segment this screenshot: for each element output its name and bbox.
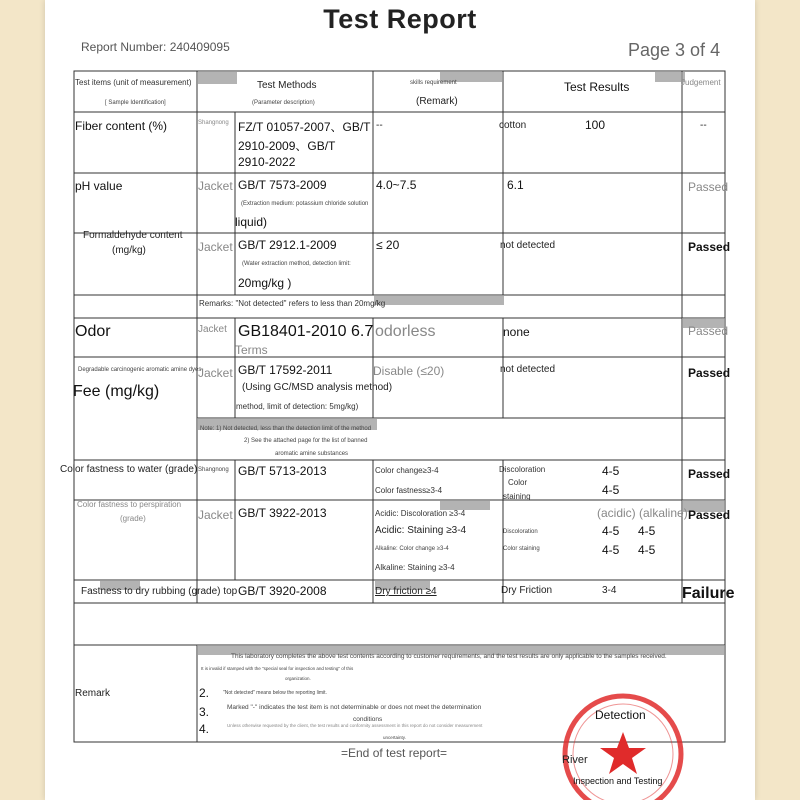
ph-result: 6.1: [507, 178, 524, 192]
fiber-item: Fiber content (%): [75, 119, 168, 133]
ph-item: pH value: [75, 179, 123, 193]
report-number: Report Number: 240409095: [81, 40, 230, 54]
perspiration-req-2: Acidic: Staining ≥3-4: [375, 525, 467, 536]
formaldehyde-remarks: Remarks: "Not detected" refers to less than 20mg/kg: [199, 299, 386, 308]
amine-note-3: aromatic amine substances: [275, 451, 349, 457]
remark-num-3: 3.: [199, 705, 210, 719]
fiber-method-3: 2910-2022: [238, 155, 296, 169]
ph-method-note2: liquid): [235, 215, 268, 229]
formaldehyde-method-note2: 20mg/kg ): [238, 276, 292, 290]
water-method: GB/T 5713-2013: [238, 464, 327, 478]
remark-label: Remark: [75, 688, 111, 699]
formaldehyde-result: not detected: [500, 240, 556, 251]
remark-line-3: Marked "-" indicates the test item is not determinable or does not meet the determination: [227, 704, 482, 711]
amine-method-note2: method, limit of detection: 5mg/kg): [236, 402, 359, 411]
water-result-label-3: staining: [503, 492, 531, 501]
amine-note-1: Note: 1) Not detected, less than the detection limit of the method: [200, 426, 372, 432]
rubbing-req: Dry friction ≥4: [375, 586, 437, 597]
ph-method: GB/T 7573-2009: [238, 178, 327, 192]
fiber-result-value: 100: [585, 118, 606, 132]
perspiration-req-3: Alkaline: Color change ≥3-4: [375, 546, 449, 552]
water-sample: Shangnong: [198, 467, 229, 473]
water-result-label-2: Color: [508, 478, 528, 487]
amine-note-2: 2) See the attached page for the list of banned: [244, 438, 368, 444]
header-remark: (Remark): [416, 96, 458, 107]
report-title: Test Report: [323, 4, 477, 34]
remark-line-4: Unless otherwise requested by the client, the test results and conformity assessment in this report do not consider measurement: [227, 723, 483, 728]
amine-sample: Jacket: [198, 366, 233, 380]
header-sample-id: [ Sample Identification]: [105, 100, 166, 106]
stamp-star-icon: [600, 732, 646, 774]
water-result-1: 4-5: [602, 464, 620, 478]
fiber-method-1: FZ/T 01057-2007、GB/T: [238, 120, 371, 134]
perspiration-result-header: (acidic) (alkaline): [597, 506, 688, 520]
perspiration-result-1a: 4-5: [602, 524, 620, 538]
rubbing-item: Fastness to dry rubbing (grade) top: [81, 586, 238, 597]
perspiration-item-2: (grade): [120, 514, 146, 523]
formaldehyde-req: ≤ 20: [376, 238, 400, 252]
rubbing-judgement: Failure: [682, 585, 735, 602]
formaldehyde-item-1: Formaldehyde content: [83, 230, 183, 241]
amine-method: GB/T 17592-2011: [238, 363, 333, 377]
header-judgement: Judgement: [681, 78, 721, 87]
water-req-2: Color fastness≥3-4: [375, 486, 443, 495]
header-test-methods: Test Methods: [257, 80, 317, 91]
perspiration-sample: Jacket: [198, 508, 233, 522]
fiber-req: --: [376, 120, 383, 131]
header-test-results: Test Results: [564, 80, 630, 94]
header-test-items: Test items (unit of measurement): [75, 78, 192, 87]
ph-judgement: Passed: [688, 180, 729, 194]
odor-sample: Jacket: [198, 324, 227, 335]
amine-item-2: Fee (mg/kg): [73, 383, 160, 400]
rubbing-method: GB/T 3920-2008: [238, 584, 327, 598]
perspiration-result-label-1: Discoloration: [503, 529, 538, 535]
amine-result: not detected: [500, 364, 556, 375]
stamp-top-text: Detection: [595, 708, 646, 722]
odor-result: none: [503, 325, 530, 339]
ph-method-note: (Extraction medium: potassium chloride solution: [241, 201, 369, 207]
amine-req: Disable (≤20): [373, 364, 445, 378]
fiber-sample: Shangnong: [198, 120, 229, 126]
formaldehyde-sample: Jacket: [198, 240, 233, 254]
remark-num-4: 4.: [199, 722, 210, 736]
stamp-left-text: River: [562, 754, 588, 766]
odor-method-2: Terms: [235, 343, 268, 357]
amine-method-note: (Using GC/MSD analysis method): [242, 382, 393, 393]
odor-req: odorless: [375, 323, 436, 340]
odor-item: Odor: [75, 323, 111, 340]
perspiration-result-label-2: Color staining: [503, 546, 540, 552]
rubbing-result: 3-4: [602, 585, 617, 596]
formaldehyde-item-2: (mg/kg): [112, 245, 146, 256]
remark-line-1: This laboratory completes the above test contents according to customer requirements, and the test results are only applicable to the samples received.: [231, 653, 667, 660]
water-req-1: Color change≥3-4: [375, 466, 439, 475]
report-page: [45, 0, 755, 800]
perspiration-req-4: Alkaline: Staining ≥3-4: [375, 563, 455, 572]
fiber-method-2: 2910-2009、GB/T: [238, 139, 336, 153]
remark-line-3b: conditions: [353, 716, 383, 723]
fiber-result-label: cotton: [499, 120, 527, 131]
ph-req: 4.0~7.5: [376, 178, 417, 192]
odor-judgement: Passed: [688, 324, 729, 338]
formaldehyde-method-note: (Water extraction method, detection limit:: [242, 261, 351, 267]
water-item: Color fastness to water (grade): [60, 464, 198, 475]
odor-method: GB18401-2010 6.7: [238, 323, 374, 340]
end-of-report: =End of test report=: [341, 746, 448, 760]
perspiration-judgement: Passed: [688, 508, 731, 522]
remark-line-2: "Not detected" means below the reporting limit.: [223, 690, 327, 696]
water-judgement: Passed: [688, 467, 731, 481]
header-param-desc: (Parameter description): [252, 100, 315, 106]
water-result-2: 4-5: [602, 483, 620, 497]
ph-sample: Jacket: [198, 179, 233, 193]
remark-line-1c: organization.: [285, 676, 311, 681]
perspiration-result-2a: 4-5: [602, 543, 620, 557]
perspiration-method: GB/T 3922-2013: [238, 506, 327, 520]
amine-item-1: Degradable carcinogenic aromatic amine dyes: [78, 367, 202, 373]
remark-num-2: 2.: [199, 686, 210, 700]
formaldehyde-judgement: Passed: [688, 240, 731, 254]
page-indicator: Page 3 of 4: [628, 40, 721, 60]
amine-judgement: Passed: [688, 366, 731, 380]
perspiration-req-1: Acidic: Discoloration ≥3-4: [375, 509, 466, 518]
perspiration-result-2b: 4-5: [638, 543, 656, 557]
remark-line-1b: It is invalid if stamped with the "special seal for inspection and testing" of this: [201, 666, 354, 671]
perspiration-result-1b: 4-5: [638, 524, 656, 538]
formaldehyde-method: GB/T 2912.1-2009: [238, 238, 337, 252]
rubbing-result-label: Dry Friction: [501, 585, 553, 596]
perspiration-item-1: Color fastness to perspiration: [77, 500, 182, 509]
water-result-label-1: Discoloration: [499, 465, 546, 474]
remark-line-4b: uncertainty.: [383, 735, 406, 740]
fiber-judgement: --: [700, 120, 707, 131]
stamp-bottom-text: Inspection and Testing: [573, 776, 663, 786]
header-skills-req: skills requirement: [410, 80, 457, 86]
